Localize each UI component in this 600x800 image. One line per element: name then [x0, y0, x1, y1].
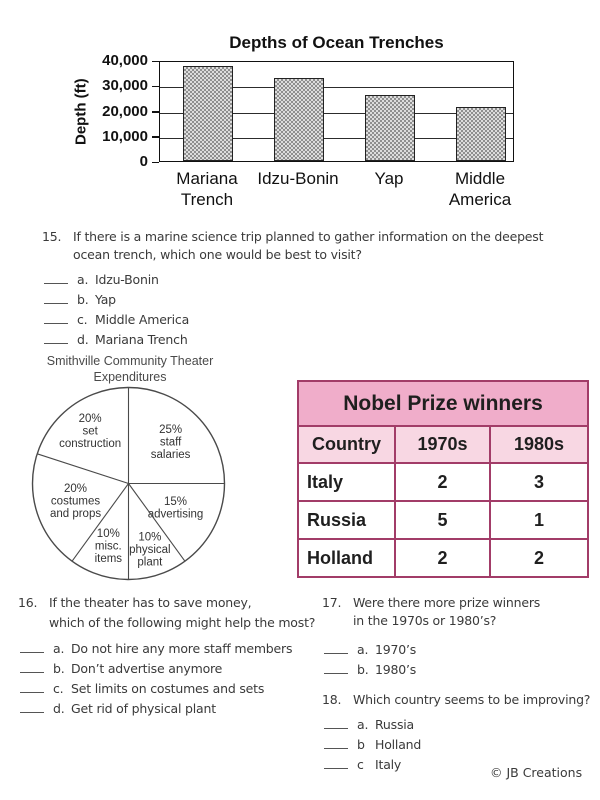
- answer-blank[interactable]: [324, 765, 348, 769]
- table-title: Nobel Prize winners: [298, 381, 588, 426]
- bar-yap: [365, 95, 415, 161]
- option-text: Yap: [95, 292, 116, 307]
- y-axis-label: Depth (ft): [72, 78, 90, 145]
- option-text: Set limits on costumes and sets: [71, 681, 265, 696]
- option-text: Get rid of physical plant: [71, 701, 216, 716]
- nobel-prize-table: [297, 380, 589, 578]
- x-axis-label: Idzu-Bonin: [257, 169, 339, 188]
- question-number: 17.: [322, 595, 342, 610]
- answer-blank[interactable]: [324, 745, 348, 749]
- cell-1970s: 5: [395, 501, 490, 539]
- option-letter: b.: [77, 292, 89, 307]
- y-axis-tick: [152, 136, 159, 138]
- answer-blank[interactable]: [20, 689, 44, 693]
- question-text-line1: If there is a marine science trip planned to gather information on the deepest: [73, 229, 544, 244]
- x-axis-label: Middle America: [448, 169, 512, 209]
- credit-line: © JB Creations: [490, 765, 583, 780]
- option-text: Middle America: [95, 312, 190, 327]
- y-axis-tick: [152, 162, 159, 164]
- option-letter: b.: [53, 661, 65, 676]
- answer-blank[interactable]: [44, 340, 68, 344]
- option-text: Holland: [375, 737, 422, 752]
- answer-option: [324, 657, 592, 677]
- question-16: [18, 593, 318, 716]
- option-text: 1980’s: [375, 662, 417, 677]
- cell-country: Italy: [298, 463, 395, 501]
- y-tick-label: 10,000: [102, 127, 148, 145]
- cell-1980s: 2: [490, 539, 588, 577]
- answer-blank[interactable]: [44, 320, 68, 324]
- column-header-country: Country: [298, 426, 395, 463]
- option-letter: d.: [53, 701, 65, 716]
- option-text: Russia: [375, 717, 415, 732]
- question-text-line1: If the theater has to save money,: [49, 595, 252, 610]
- table-title-row: [298, 381, 588, 426]
- cell-1980s: 3: [490, 463, 588, 501]
- pie-slice-label-advertising: 15% advertising: [147, 496, 204, 521]
- y-tick-label: 30,000: [102, 77, 148, 95]
- answer-blank[interactable]: [20, 649, 44, 653]
- option-letter: c: [357, 757, 364, 772]
- cell-1980s: 1: [490, 501, 588, 539]
- option-text: Do not hire any more staff members: [71, 641, 293, 656]
- option-letter: d.: [77, 332, 89, 347]
- question-15: [42, 228, 587, 347]
- y-tick-label: 40,000: [102, 52, 148, 69]
- answer-blank[interactable]: [324, 670, 348, 674]
- answer-options: [322, 712, 592, 772]
- answer-blank[interactable]: [324, 650, 348, 654]
- answer-blank[interactable]: [20, 709, 44, 713]
- option-text: 1970’s: [375, 642, 417, 657]
- answer-option: [44, 307, 587, 327]
- option-text: Idzu-Bonin: [95, 272, 159, 287]
- pie-slice-label-costumes-and-props: 20% costumes and props: [49, 483, 102, 521]
- answer-blank[interactable]: [20, 669, 44, 673]
- pie-slice-label-physical-plant: 10% physical plant: [129, 531, 171, 569]
- option-letter: c.: [53, 681, 64, 696]
- bar-plot-area: [159, 61, 514, 162]
- question-18: [322, 690, 592, 772]
- option-text: Don’t advertise anymore: [71, 661, 223, 676]
- option-text: Mariana Trench: [95, 332, 188, 347]
- option-letter: a.: [77, 272, 89, 287]
- cell-1970s: 2: [395, 463, 490, 501]
- option-letter: b.: [357, 662, 369, 677]
- y-tick-label: 0: [139, 153, 148, 170]
- table-row-holland: [298, 539, 588, 577]
- bar-idzu-bonin: [274, 78, 324, 161]
- answer-options: [322, 637, 592, 677]
- pie-chart: [22, 386, 238, 586]
- answer-option: [44, 267, 587, 287]
- answer-option: [324, 732, 592, 752]
- question-text-line1: Were there more prize winners: [353, 595, 541, 610]
- bar-middle-america: [456, 107, 506, 161]
- question-text-line2: in the 1970s or 1980’s?: [353, 613, 497, 628]
- cell-1970s: 2: [395, 539, 490, 577]
- option-letter: c.: [77, 312, 88, 327]
- answer-option: [44, 287, 587, 307]
- option-letter: a.: [53, 641, 65, 656]
- answer-options: [42, 267, 587, 347]
- y-axis-tick: [152, 61, 159, 63]
- question-17: [322, 594, 592, 677]
- option-letter: b: [357, 737, 365, 752]
- question-number: 18.: [322, 692, 342, 707]
- table-row-italy: [298, 463, 588, 501]
- pie-title-line1: Smithville Community Theater: [46, 354, 214, 368]
- answer-option: [324, 637, 592, 657]
- x-axis-label: Mariana Trench: [176, 169, 238, 209]
- question-text-line2: ocean trench, which one would be best to visit?: [73, 247, 362, 262]
- y-axis-tick: [152, 86, 159, 88]
- question-text-line2: which of the following might help the most?: [49, 615, 316, 630]
- bar-chart-title: Depths of Ocean Trenches: [229, 33, 444, 52]
- table-header-row: [298, 426, 588, 463]
- pie-title-line2: Expenditures: [93, 369, 167, 384]
- y-axis-tick: [152, 111, 159, 113]
- pie-slice-label-misc-items: 10% misc. items: [94, 528, 123, 566]
- column-header-1980s: 1980s: [490, 426, 588, 463]
- answer-option: [20, 636, 318, 656]
- option-letter: a.: [357, 717, 369, 732]
- answer-option: [20, 656, 318, 676]
- answer-blank[interactable]: [324, 725, 348, 729]
- question-number: 15.: [42, 229, 62, 244]
- answer-option: [324, 712, 592, 732]
- answer-option: [20, 676, 318, 696]
- option-text: Italy: [375, 757, 402, 772]
- pie-slice-label-set-construction: 20% set construction: [59, 413, 122, 451]
- table-row-russia: [298, 501, 588, 539]
- answer-option: [20, 696, 318, 716]
- answer-options: [18, 636, 318, 716]
- column-header-1970s: 1970s: [395, 426, 490, 463]
- question-text-line1: Which country seems to be improving?: [353, 692, 591, 707]
- y-tick-label: 20,000: [102, 102, 148, 120]
- answer-blank[interactable]: [44, 300, 68, 304]
- cell-country: Russia: [298, 501, 395, 539]
- pie-slice-label-staff-salaries: 25% staff salaries: [150, 423, 191, 461]
- answer-option: [44, 327, 587, 347]
- pie-chart-title: [30, 354, 230, 385]
- question-number: 16.: [18, 595, 38, 610]
- x-axis-label: Yap: [374, 169, 404, 188]
- bar-mariana-trench: [183, 66, 233, 161]
- option-letter: a.: [357, 642, 369, 657]
- cell-country: Holland: [298, 539, 395, 577]
- answer-blank[interactable]: [44, 280, 68, 284]
